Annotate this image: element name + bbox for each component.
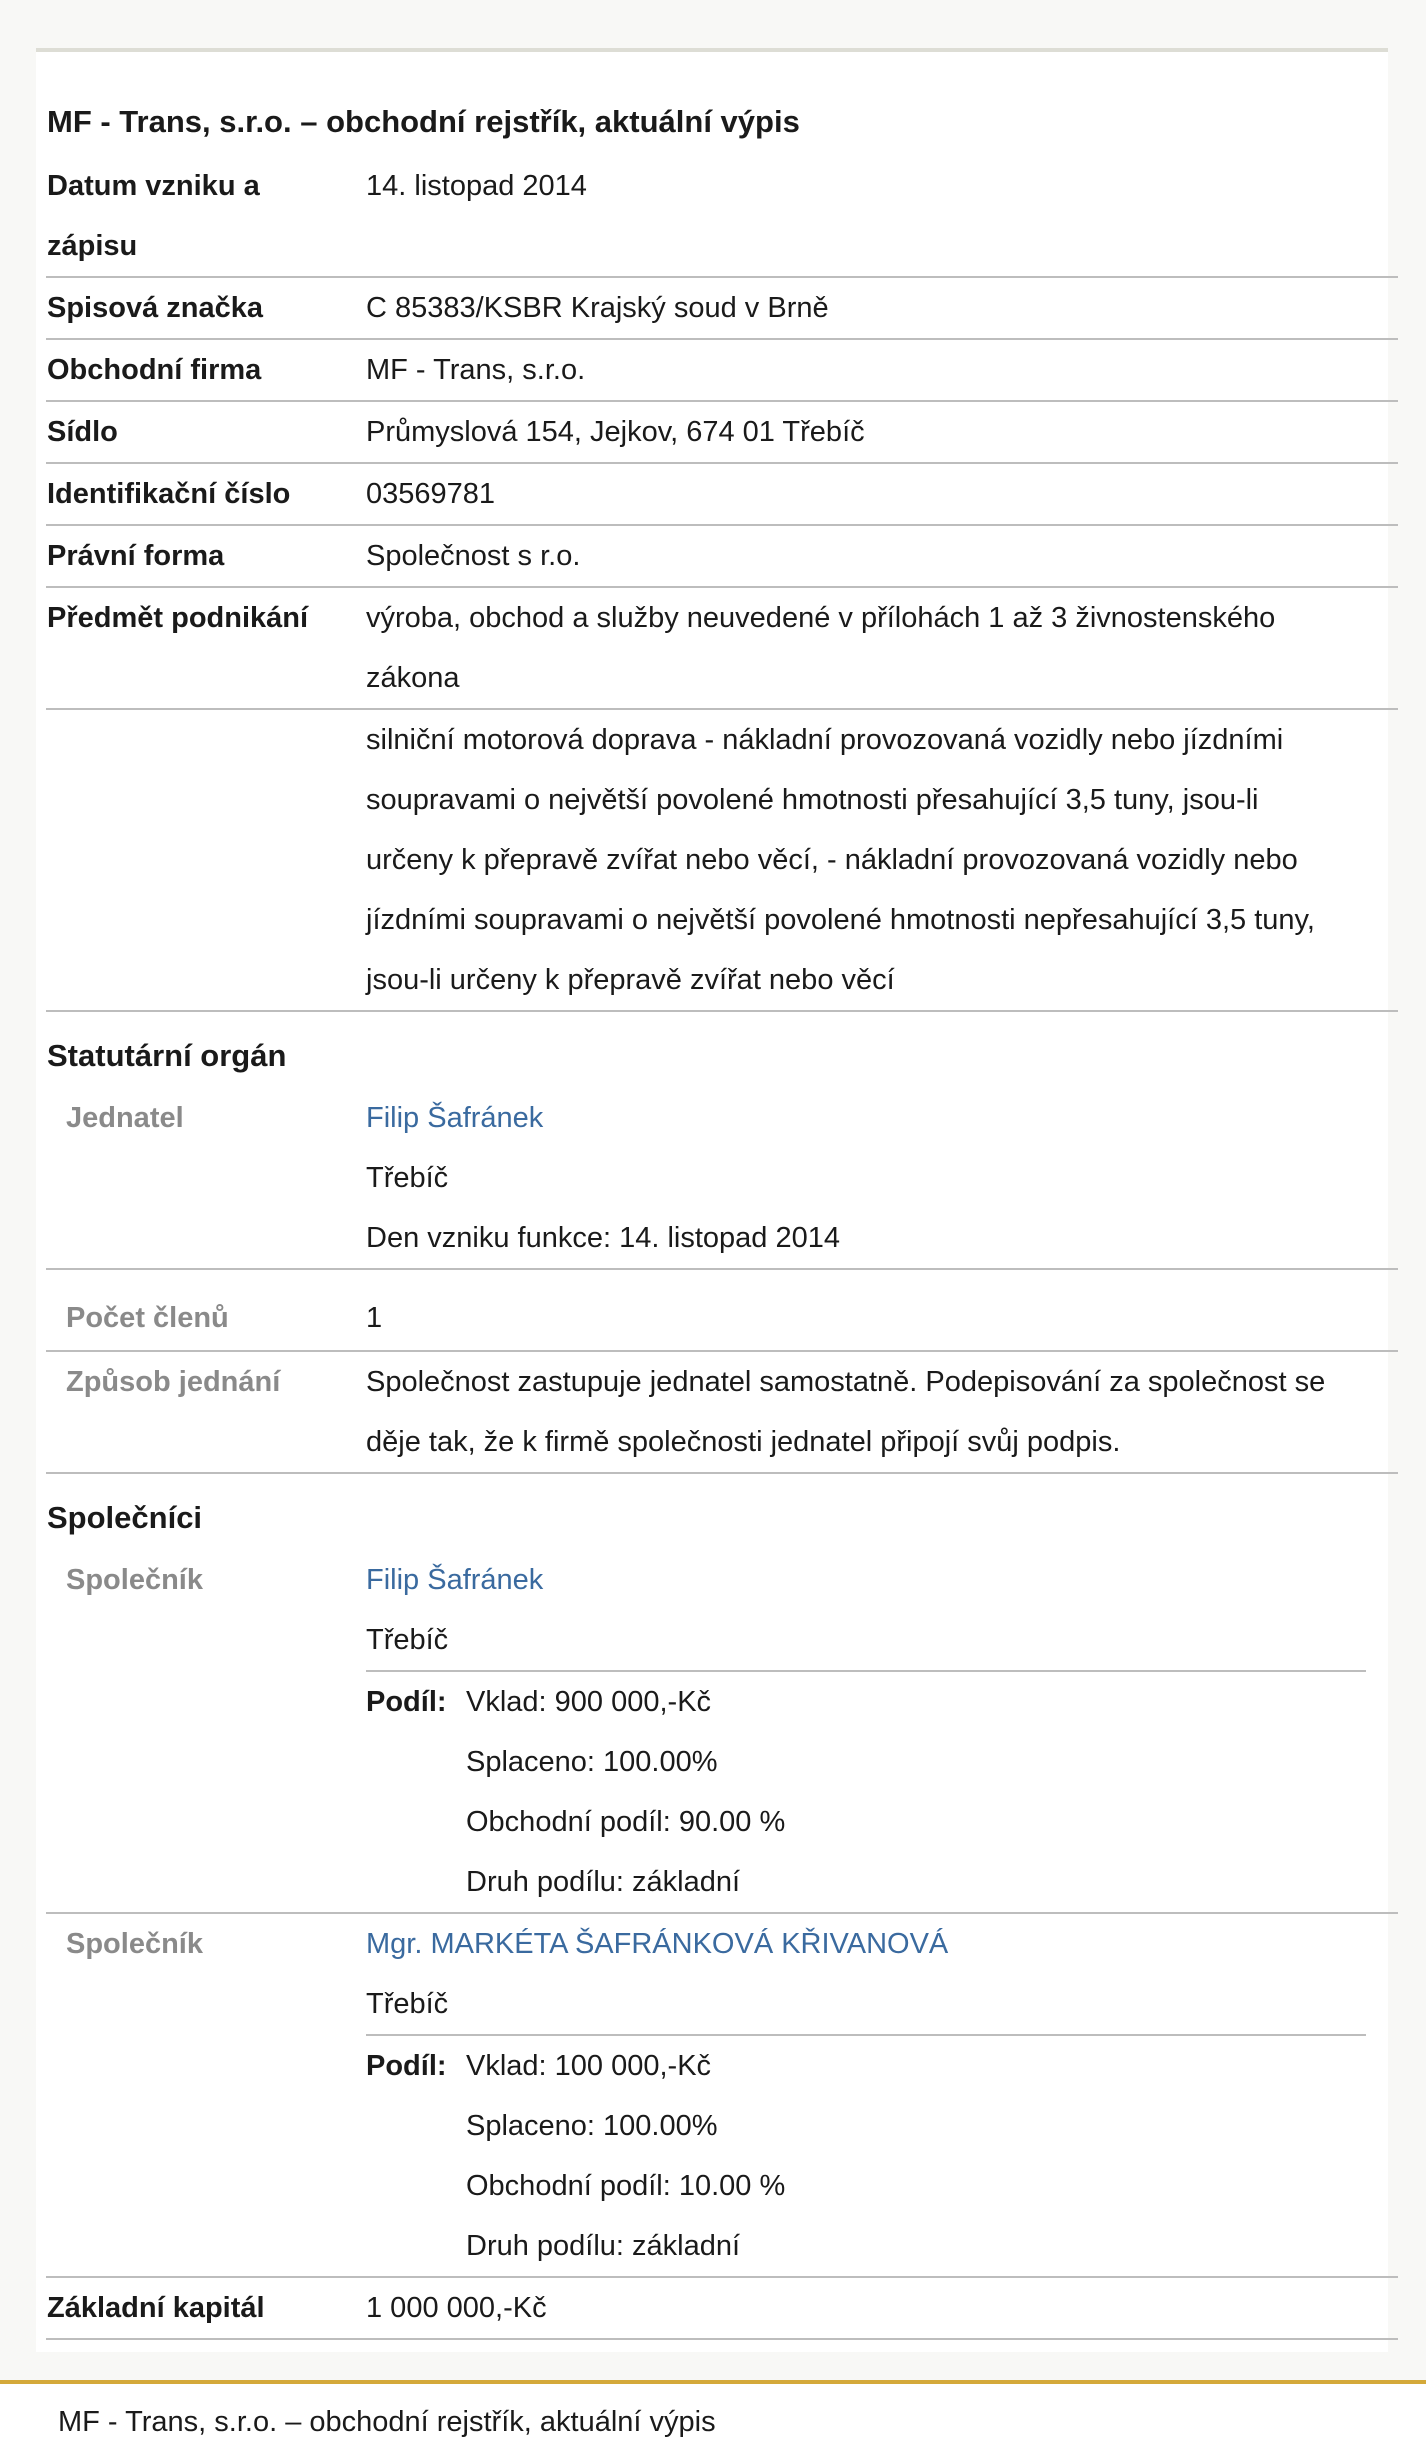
label-zpusob: Způsob jednání	[66, 1366, 281, 1398]
zpusob-line1: Společnost zastupuje jednatel samostatně. Podepisování za společnost se	[366, 1366, 1326, 1398]
page-footer	[0, 2380, 1426, 2458]
spolecnik-2-name-link[interactable]: Mgr. MARKÉTA ŠAFRÁNKOVÁ KŘIVANOVÁ	[366, 1928, 949, 1960]
druh-podilu-1: Druh podílu: základní	[466, 1866, 741, 1898]
vklad-2: Vklad: 100 000,-Kč	[466, 2050, 712, 2082]
value-kapital: 1 000 000,-Kč	[366, 2292, 547, 2324]
podil-label-1: Podíl:	[366, 1686, 447, 1718]
predmet-item2-line5: jsou-li určeny k přepravě zvířat nebo věcí	[366, 964, 895, 996]
vklad-1: Vklad: 900 000,-Kč	[466, 1686, 712, 1718]
row-divider	[46, 2338, 1398, 2340]
label-kapital: Základní kapitál	[47, 2292, 265, 2324]
predmet-item1-line1: výroba, obchod a služby neuvedené v přílohách 1 až 3 živnostenského	[366, 602, 1276, 634]
obchodni-podil-2: Obchodní podíl: 10.00 %	[466, 2170, 786, 2202]
value-forma: Společnost s r.o.	[366, 540, 581, 572]
register-extract-card	[36, 48, 1388, 2352]
value-pocet: 1	[366, 1302, 383, 1334]
splaceno-2: Splaceno: 100.00%	[466, 2110, 718, 2142]
label-firma: Obchodní firma	[47, 354, 262, 386]
value-spisova: C 85383/KSBR Krajský soud v Brně	[366, 292, 829, 324]
predmet-item2-line3: určeny k přepravě zvířat nebo věcí, - nákladní provozovaná vozidly nebo	[366, 844, 1298, 876]
jednatel-name-link[interactable]: Filip Šafránek	[366, 1102, 544, 1134]
row-divider	[46, 1268, 1398, 1270]
label-ico: Identifikační číslo	[47, 478, 291, 510]
predmet-item1-line2: zákona	[366, 662, 460, 694]
label-spolecnik-1: Společník	[66, 1564, 203, 1596]
predmet-item2-line4: jízdními soupravami o největší povolené hmotnosti nepřesahující 3,5 tuny,	[366, 904, 1315, 936]
row-divider	[46, 1010, 1398, 1012]
spolecnik-1-name-link[interactable]: Filip Šafránek	[366, 1564, 544, 1596]
druh-podilu-2: Druh podílu: základní	[466, 2230, 741, 2262]
label-datum-line1: Datum vzniku a	[47, 170, 260, 202]
obchodni-podil-1: Obchodní podíl: 90.00 %	[466, 1806, 786, 1838]
row-divider	[46, 524, 1398, 526]
footer-text: MF - Trans, s.r.o. – obchodní rejstřík, aktuální výpis	[58, 2406, 716, 2438]
jednatel-city: Třebíč	[366, 1162, 449, 1194]
zpusob-line2: děje tak, že k firmě společnosti jednatel připojí svůj podpis.	[366, 1426, 1121, 1458]
label-forma: Právní forma	[47, 540, 225, 572]
label-spisova: Spisová značka	[47, 292, 263, 324]
label-pocet: Počet členů	[66, 1302, 229, 1334]
label-jednatel: Jednatel	[66, 1102, 184, 1134]
label-sidlo: Sídlo	[47, 416, 118, 448]
label-datum-line2: zápisu	[47, 230, 138, 262]
value-ico: 03569781	[366, 478, 496, 510]
podil-label-2: Podíl:	[366, 2050, 447, 2082]
spolecnik-1-city: Třebíč	[366, 1624, 449, 1656]
label-spolecnik-2: Společník	[66, 1928, 203, 1960]
value-sidlo: Průmyslová 154, Jejkov, 674 01 Třebíč	[366, 416, 865, 448]
label-predmet: Předmět podnikání	[47, 602, 309, 634]
jednatel-since: Den vzniku funkce: 14. listopad 2014	[366, 1222, 840, 1254]
splaceno-1: Splaceno: 100.00%	[466, 1746, 718, 1778]
row-divider	[46, 1472, 1398, 1474]
predmet-item2-line2: soupravami o největší povolené hmotnosti přesahující 3,5 tuny, jsou-li	[366, 784, 1259, 816]
value-datum: 14. listopad 2014	[366, 170, 587, 202]
predmet-item2-line1: silniční motorová doprava - nákladní provozovaná vozidly nebo jízdními	[366, 724, 1284, 756]
section-spolecnici: Společníci	[47, 1500, 203, 1535]
value-firma: MF - Trans, s.r.o.	[366, 354, 586, 386]
spolecnik-2-city: Třebíč	[366, 1988, 449, 2020]
page-title: MF - Trans, s.r.o. – obchodní rejstřík, aktuální výpis	[47, 104, 800, 139]
section-statutarni: Statutární orgán	[47, 1038, 287, 1073]
